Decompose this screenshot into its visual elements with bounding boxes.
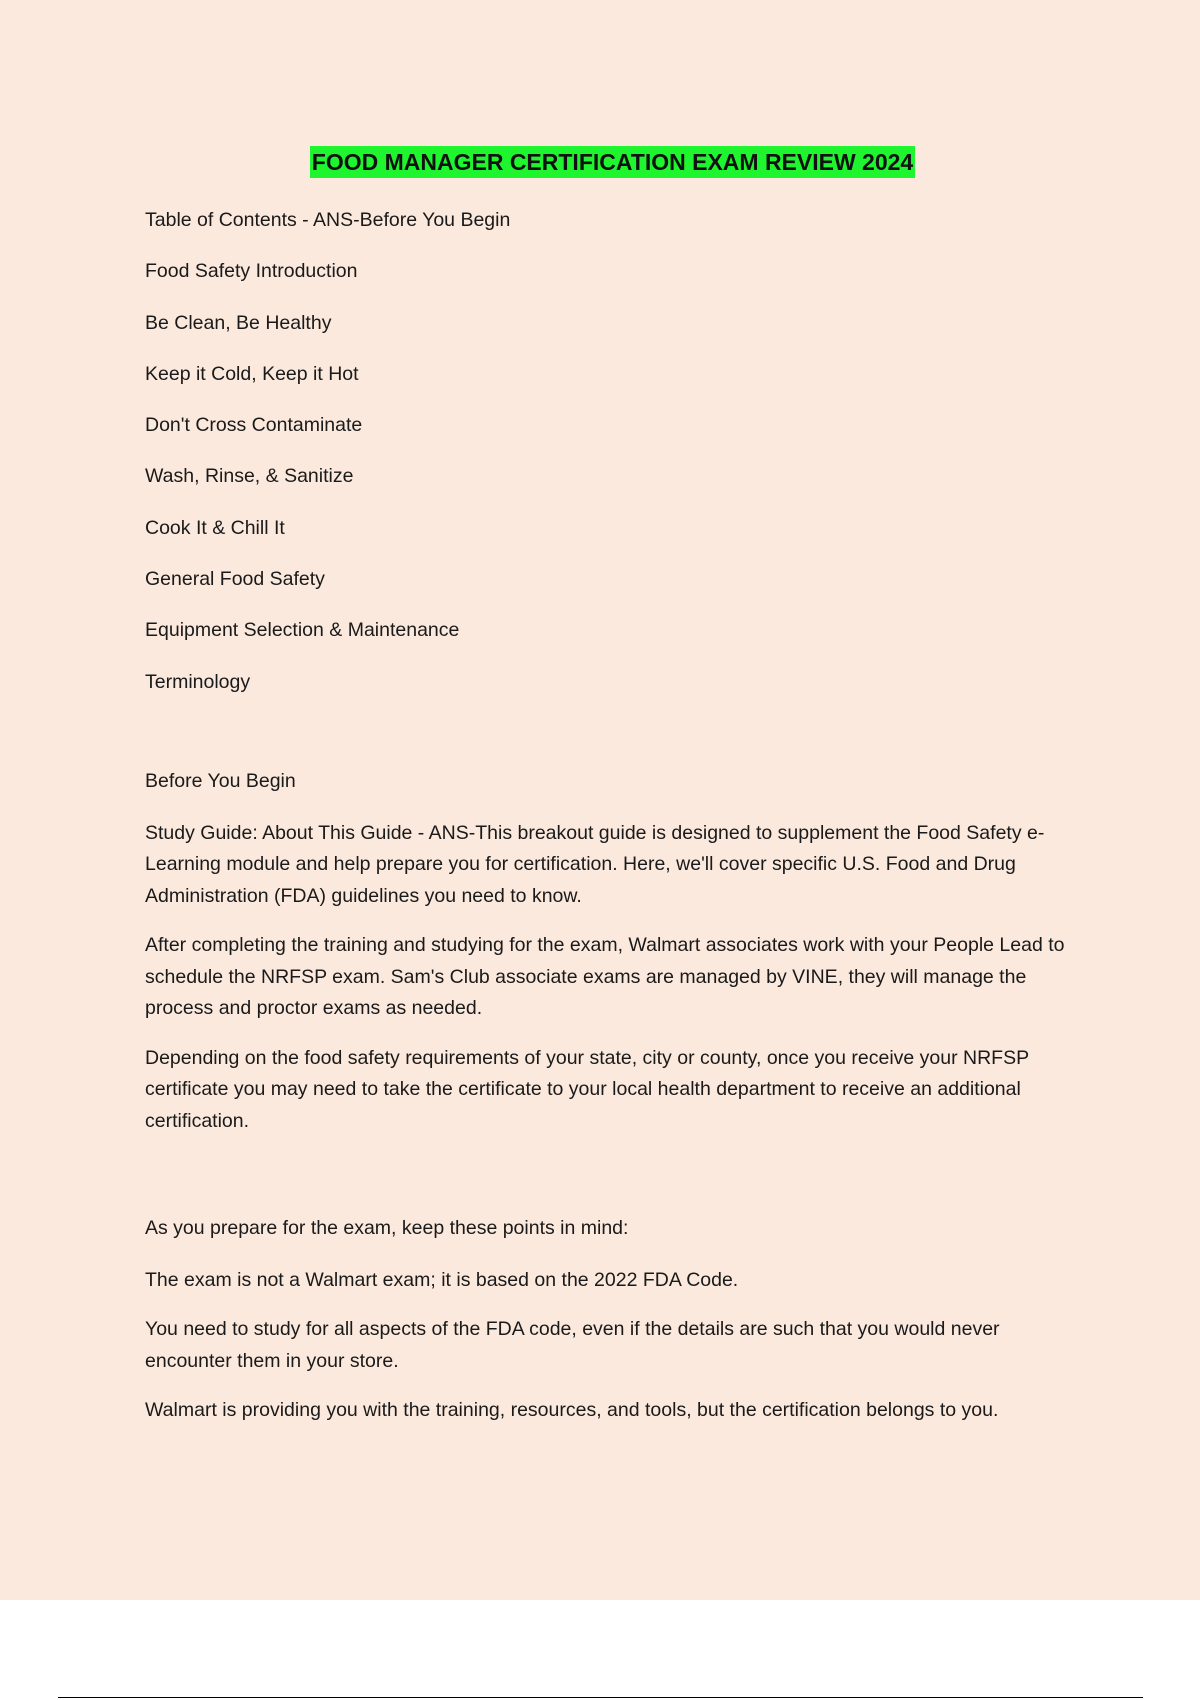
point-item: The exam is not a Walmart exam; it is based on the 2022 FDA Code.: [145, 1268, 739, 1291]
paragraph: Study Guide: About This Guide - ANS-This breakout guide is designed to supplement the Food Safety e-Learning module and help prepare you for certification. Here, we'll cover specific U.S. Food and Drug Administration (FDA) guidelines you need to know.: [145, 821, 1045, 907]
table-of-contents: [145, 205, 510, 718]
toc-item: Wash, Rinse, & Sanitize: [145, 465, 354, 488]
toc-item: Be Clean, Be Healthy: [145, 311, 332, 334]
toc-item: Keep it Cold, Keep it Hot: [145, 362, 359, 385]
toc-item: Terminology: [145, 670, 251, 693]
exam-points-section: [145, 1213, 1080, 1445]
paragraph: Depending on the food safety requirements of your state, city or county, once you receive your NRFSP certificate you may need to take the certificate to your local health department to receive an additional certification.: [145, 1046, 1029, 1132]
toc-item: Equipment Selection & Maintenance: [145, 619, 460, 642]
toc-item: Table of Contents - ANS-Before You Begin: [145, 209, 511, 231]
point-item: Walmart is providing you with the training, resources, and tools, but the certification belongs to you.: [145, 1399, 999, 1421]
before-you-begin-section: [145, 766, 1080, 1155]
toc-item: Cook It & Chill It: [145, 516, 285, 539]
point-item: You need to study for all aspects of the FDA code, even if the details are such that you would never encounter them in your store.: [145, 1318, 1000, 1372]
paragraph: After completing the training and studying for the exam, Walmart associates work with your People Lead to schedule the NRFSP exam. Sam's Club associate exams are managed by VINE, they will manage the process and proctor exams as needed.: [145, 934, 1065, 1019]
toc-item: Don't Cross Contaminate: [145, 414, 363, 437]
points-intro: As you prepare for the exam, keep these points in mind:: [145, 1217, 629, 1239]
title-container: [145, 146, 1080, 178]
toc-item: Food Safety Introduction: [145, 260, 358, 283]
footer-divider: [58, 1697, 1143, 1698]
section-heading: Before You Begin: [145, 770, 296, 792]
document-title: FOOD MANAGER CERTIFICATION EXAM REVIEW 2024: [310, 146, 915, 178]
toc-item: General Food Safety: [145, 568, 325, 591]
